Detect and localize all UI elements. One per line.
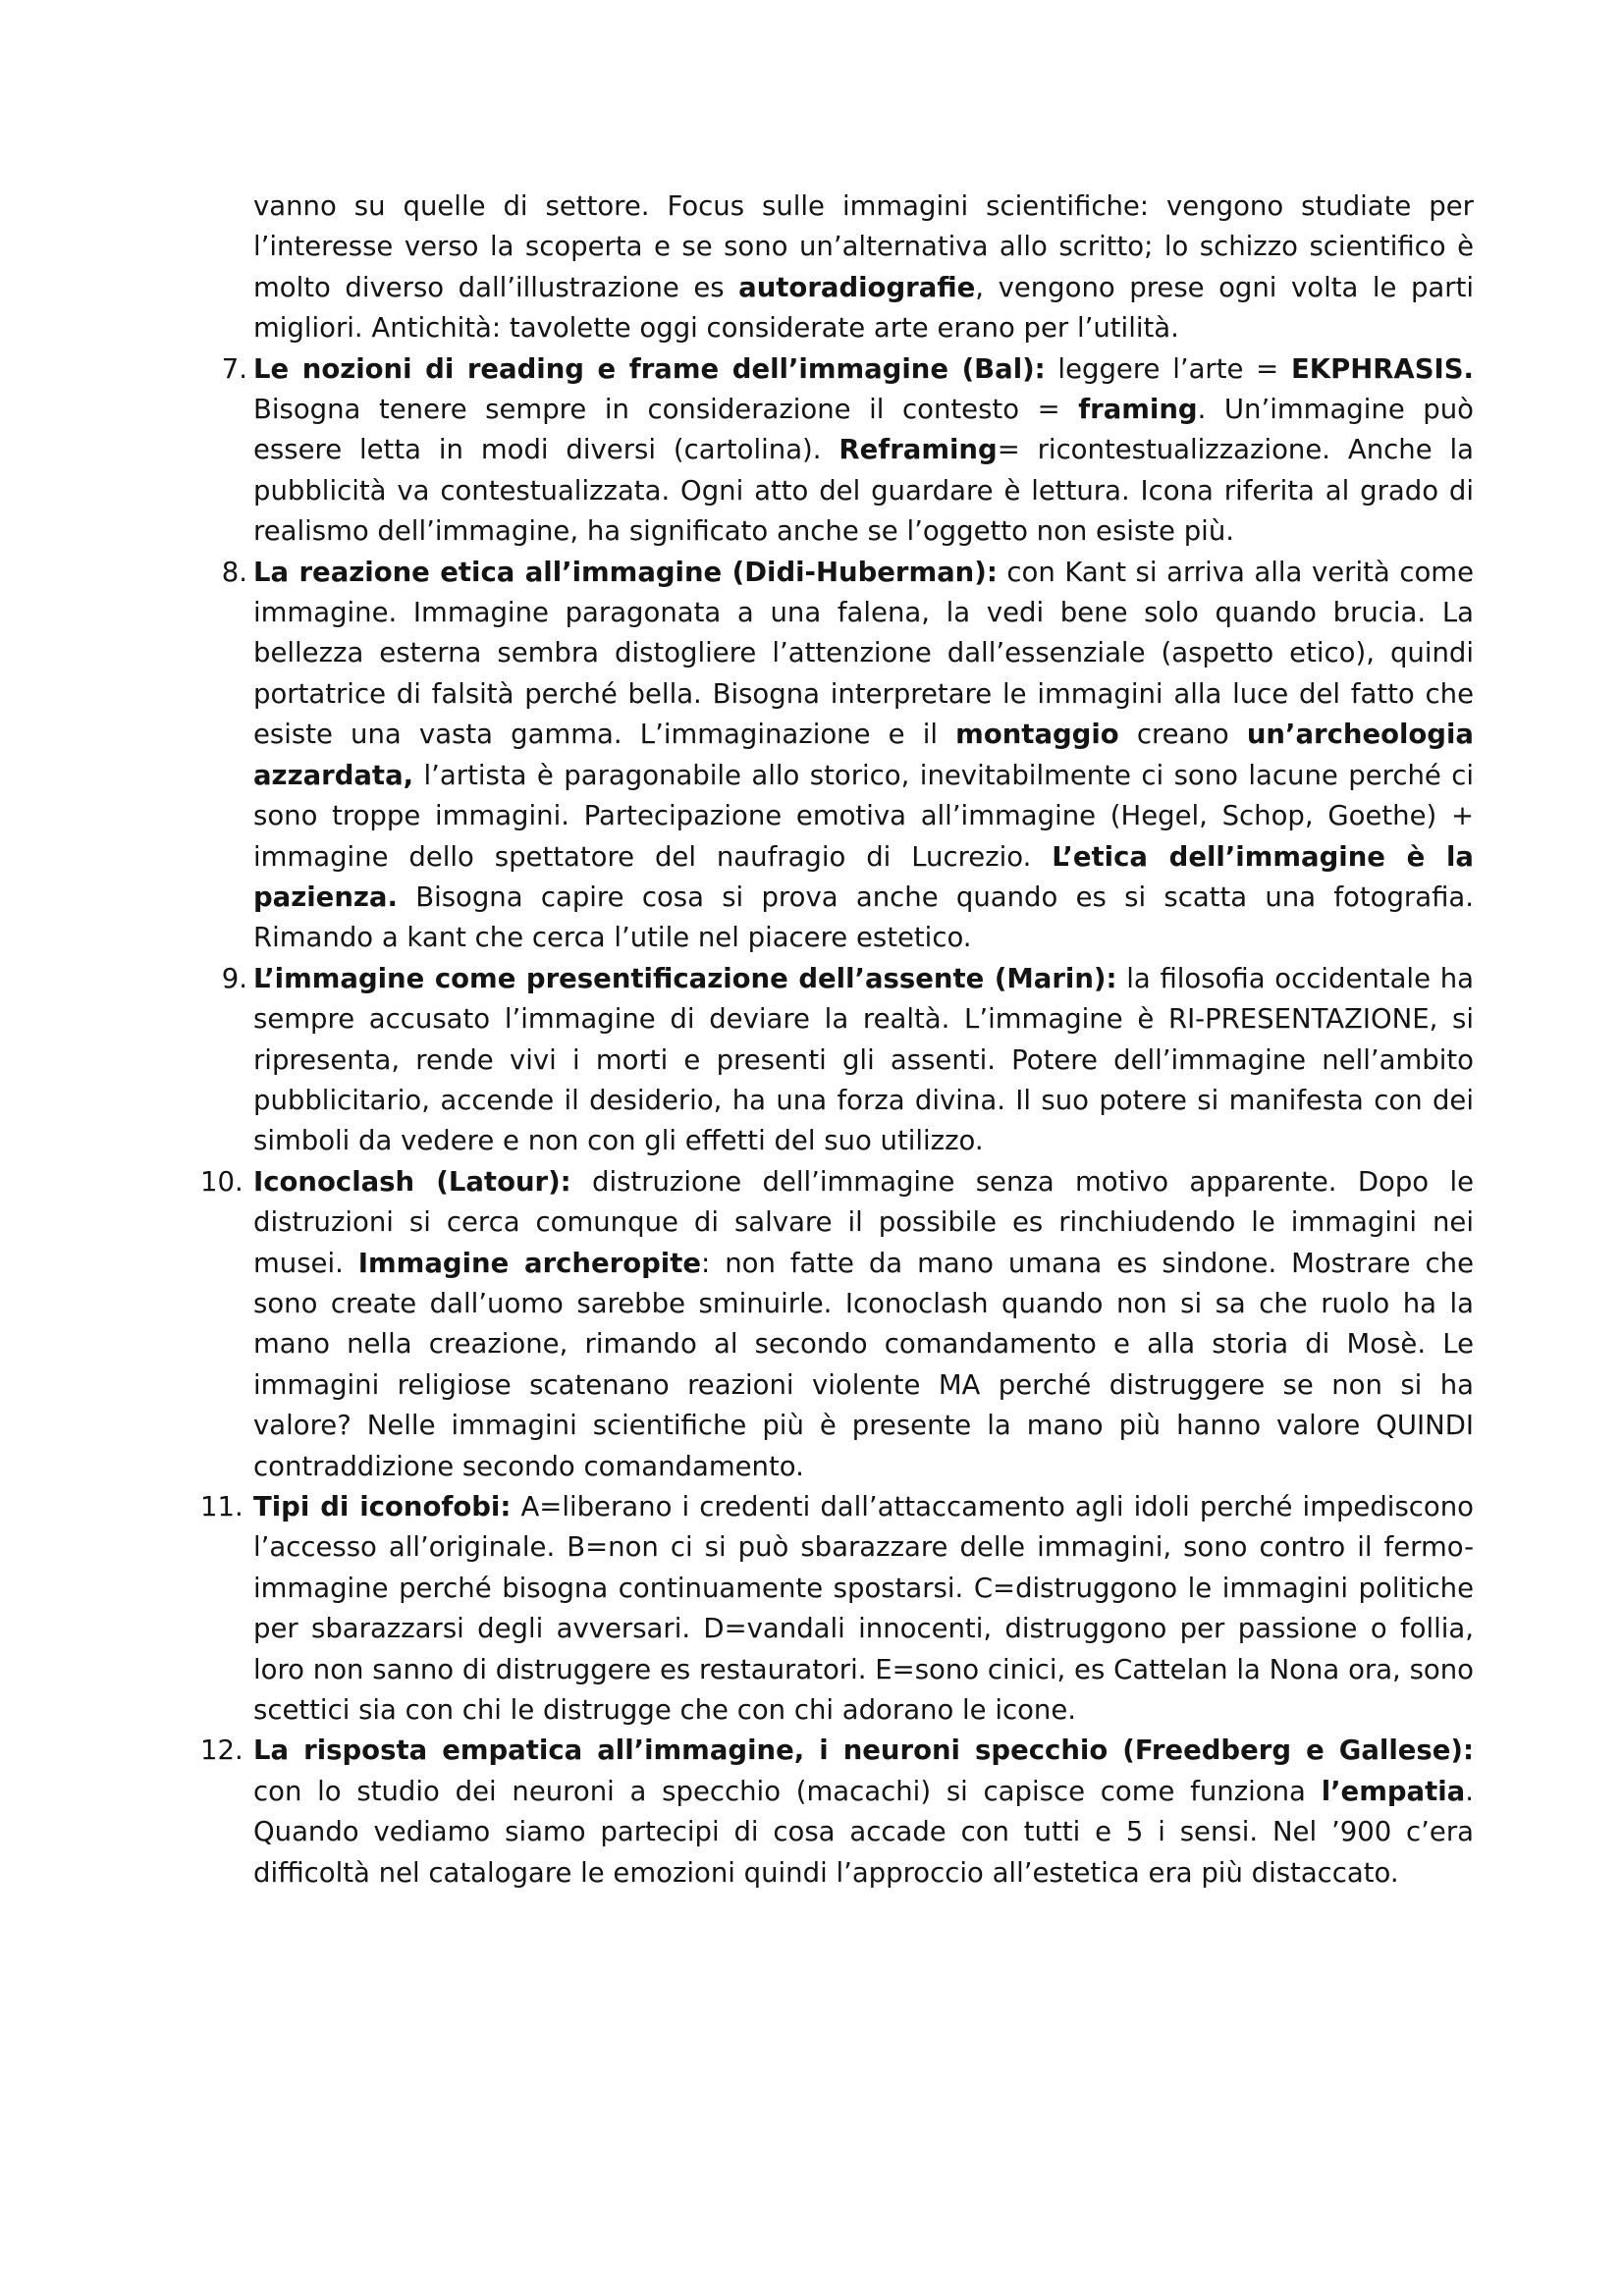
item-text: l’artista è paragonabile allo storico, inevitabilmente ci sono lacune perché ci sono troppe immagini. Partecipazione emotiva all’immagine (Hegel, Schop, Goethe) + immagine dello spettatore del naufragio di Lucrezio. [253,759,1474,873]
item-bold: montaggio [955,719,1119,751]
item-heading: La risposta empatica all’immagine, i neuroni specchio (Freedberg e Gallese): [253,1735,1474,1767]
list-item-9 [202,959,1474,1162]
item-bold: Immagine archeropite [357,1247,702,1279]
list-number: 12. [200,1735,243,1767]
item-bold: un’archeologia azzardata, [253,719,1474,791]
item-text: distruzione dell’immagine senza motivo apparente. Dopo le distruzioni si cerca comunque di salvare il possibile es rinchiudendo le immagini nei musei. [253,1165,1475,1279]
intro-bold-term: autoradiografie [738,271,976,303]
item-text: Bisogna capire cosa si prova anche quando es si scatta una fotografia. Rimando a kant che cerca l’utile nel piacere estetico. [253,881,1474,954]
item-bold: L’etica dell’immagine è la pazienza. [253,840,1474,913]
item-heading: La reazione etica all’immagine (Didi-Huberman): [253,556,998,588]
item-bold: framing [1078,394,1198,426]
item-bold: EKPHRASIS. [1290,352,1474,385]
item-text: . Quando vediamo siamo partecipi di cosa accade con tutti e 5 i sensi. Nel ’900 c’era difficoltà nel catalogare le emozioni quindi l’approccio all’estetica era più distaccato. [253,1775,1474,1889]
list-item-11 [202,1487,1474,1731]
item-heading: Le nozioni di reading e frame dell’immagine (Bal): [253,352,1046,385]
item-text: Bisogna tenere sempre in considerazione il contesto = [253,394,1079,426]
list-number: 9. [221,962,247,994]
item-heading: L’immagine come presentificazione dell’assente (Marin): [253,962,1117,994]
item-text: la filosofia occidentale ha sempre accusato l’immagine di deviare la realtà. L’immagine è RI-PRESENTAZIONE, si ripresenta, rende vivi i morti e presenti gli assenti. Potere dell’immagine nell’ambito pubblicitario, accende il desiderio, ha una forza divina. Il suo potere si manifesta con dei simboli da vedere e non con gli effetti del suo utilizzo. [253,962,1474,1157]
list-item-10 [202,1162,1474,1487]
item-bold: Reframing [839,434,998,466]
item-text: = ricontestualizzazione. Anche la pubblicità va contestualizzata. Ogni atto del guardare è lettura. Icona riferita al grado di realismo dell’immagine, ha significato anche se l’oggetto non esiste più. [253,434,1475,548]
intro-text-1: vanno su quelle di settore. Focus sulle immagini scientifiche: vengono studiate per l’interesse verso la scoperta e se sono un’alternativa allo scritto; lo schizzo scientifico è molto diverso dall’illustrazione es [253,190,1474,303]
intro-text-2: , vengono prese ogni volta le parti migliori. Antichità: tavolette oggi considerate arte erano per l’utilità. [253,271,1474,345]
list-number: 7. [221,352,247,385]
item-text: A=liberano i credenti dall’attaccamento agli idoli perché impediscono l’accesso all’originale. B=non ci si può sbarazzare delle immagini, sono contro il fermo-immagine perché bisogna continuamente spostarsi. C=distruggono le immagini politiche per sbarazzarsi degli avversari. D=vandali innocenti, distruggono per passione o follia, loro non sanno di distruggere es restauratori. E=sono cinici, es Cattelan la Nona ora, sono scettici sia con chi le distrugge che con chi adorano le icone. [253,1491,1474,1727]
item-heading: Iconoclash (Latour): [253,1165,571,1198]
item-text: . Un’immagine può essere letta in modi diversi (cartolina). [253,394,1475,466]
list-number: 8. [221,556,247,588]
intro-paragraph [253,187,1474,349]
list-item-7 [202,349,1474,553]
list-number: 11. [200,1491,243,1522]
document-body [202,187,1474,1894]
item-text: con Kant si arriva alla verità come immagine. Immagine paragonata a una falena, la vedi bene solo quando brucia. La bellezza esterna sembra distogliere l’attenzione dall’essenziale (aspetto etico), quindi portatrice di falsità perché bella. Bisogna interpretare le immagini alla luce del fatto che esiste una vasta gamma. L’immaginazione e il [253,556,1474,751]
item-text: leggere l’arte = [1045,352,1291,385]
item-heading: Tipi di iconofobi: [253,1491,512,1522]
item-text: creano [1118,719,1247,751]
item-text: : non fatte da mano umana es sindone. Mostrare che sono create dall’uomo sarebbe sminuirle. Iconoclash quando non si sa che ruolo ha la mano nella creazione, rimando al secondo comandamento e alla storia di Mosè. Le immagini religiose scatenano reazioni violente MA perché distruggere se non si ha valore? Nelle immagini scientifiche più è presente la mano più hanno valore QUINDI contraddizione secondo comandamento. [253,1247,1474,1482]
item-bold: l’empatia [1321,1775,1466,1807]
item-text: con lo studio dei neuroni a specchio (macachi) si capisce come funziona [253,1775,1322,1807]
list-number: 10. [200,1165,243,1198]
list-item-8 [202,553,1474,959]
list-item-12 [202,1731,1474,1894]
